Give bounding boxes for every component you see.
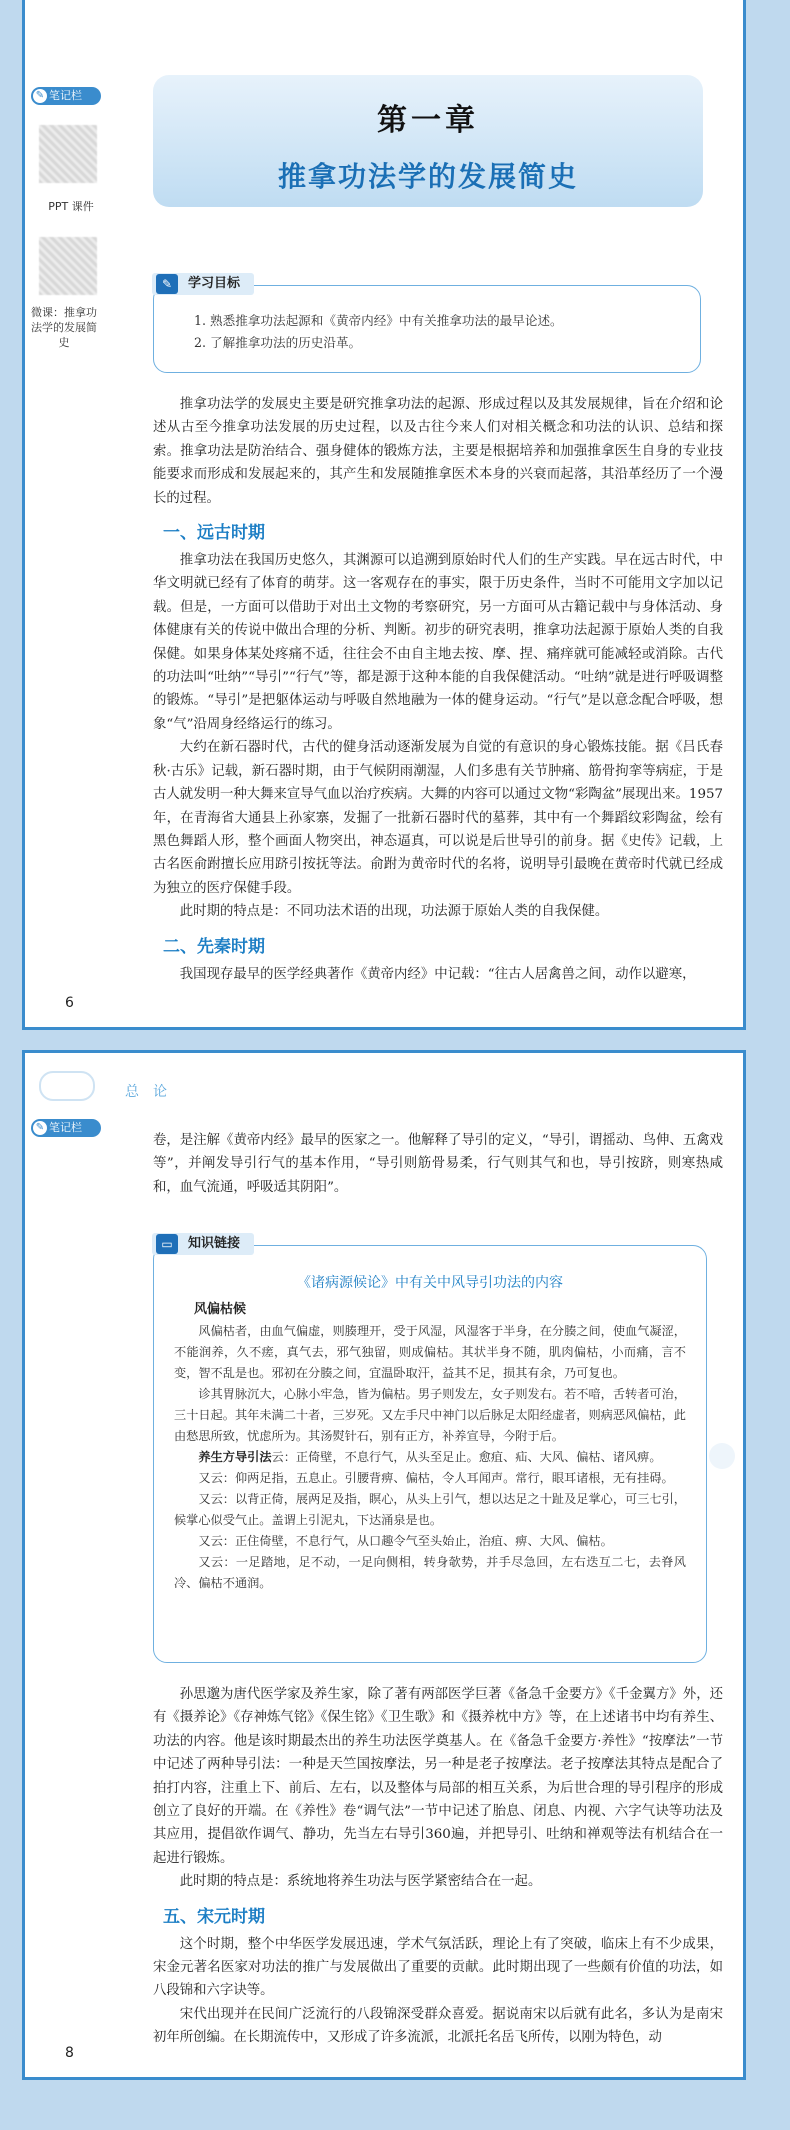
intro-paragraph: 推拿功法学的发展史主要是研究推拿功法的起源、形成过程以及其发展规律，旨在介绍和论述从古至今推拿功法发展的历史过程，以及古往今来人们对相关概念和功法的认识、总结和探索。推拿功法是防治结合、强身健体的锻炼方法，主要是根据培养和加强推拿医生自身的专业技能要求而形成和发展起来的，其产生和发展随推拿医术本身的兴衰而起落，其沿革经历了一个漫长的过程。 <box>153 397 723 506</box>
lead-paragraph: 卷，是注解《黄帝内经》最早的医家之一。他解释了导引的定义，“导引，谓摇动、鸟伸、五禽戏等”，并阐发导引行气的基本作用，“导引则筋骨易柔，行气则其气和也，导引按跻，则寒热咸和，血气流通，呼吸适其阴阳”。 <box>153 1133 723 1195</box>
running-header: 总论 <box>125 1084 181 1100</box>
learning-goals-header <box>152 272 254 296</box>
knowledge-link-header <box>152 1232 254 1256</box>
method-label: 养生方导引法 <box>198 1450 272 1464</box>
ppt-qr-label: PPT 课件 <box>48 200 94 213</box>
method-text: 云：正倚壁，不息行气，从头至足止。愈疽、疝、大风、偏枯、诸风痹。 <box>271 1450 662 1464</box>
link-paragraph: 又云：仰两足指，五息止。引腰背痹、偏枯，令人耳闻声。常行，眼耳诸根，无有挂碍。 <box>198 1471 674 1485</box>
knowledge-link-box <box>153 1236 707 1663</box>
paragraph: 这个时期，整个中华医学发展迅速，学术气氛活跃，理论上有了突破，临床上有不少成果，宋金元著名医家对功法的推广与发展做出了重要的贡献。此时期出现了一些颇有价值的功法，如八段锦和六字诀等。 <box>153 1936 723 1999</box>
section-title-preqin: 二、先秦时期 <box>163 936 265 957</box>
knowledge-link-title: 《诸病源候论》中有关中风导引功法的内容 <box>297 1275 563 1291</box>
link-paragraph: 又云：一足踏地，足不动，一足向侧相，转身欹势，并手尽急回，左右迭互二七，去脊风冷、偏枯不通润。 <box>174 1555 686 1590</box>
ppt-qr-code[interactable] <box>39 125 97 183</box>
chapter-title: 推拿功法学的发展简史 <box>277 160 578 193</box>
page-8 <box>22 1050 746 2080</box>
paragraph: 此时期的特点是：不同功法术语的出现，功法源于原始人类的自我保健。 <box>179 904 609 920</box>
link-paragraph: 诊其胃脉沉大，心脉小牢急，皆为偏枯。男子则发左，女子则发右。若不喑，舌转者可治，三十日起。其年未满二十者，三岁死。又左手尺中神门以后脉足太阳经虚者，则病恶风偏枯，此由愁思所致，忧虑所为。其汤熨针石，别有正方，补养宣导，今附于后。 <box>174 1387 686 1443</box>
note-column-label: 笔记栏 <box>49 89 82 102</box>
page-6 <box>22 0 746 1030</box>
learning-goals-heading: 学习目标 <box>188 276 241 291</box>
goal-item: 2. 了解推拿功法的历史沿革。 <box>194 335 362 350</box>
note-column-tab <box>31 1119 101 1137</box>
page-number: 6 <box>65 995 74 1011</box>
chapter-number: 第一章 <box>377 103 479 138</box>
page8-body <box>153 1683 723 2050</box>
link-paragraph: 风偏枯者，由血气偏虚，则腠理开，受于风湿，风湿客于半身，在分腠之间，使血气凝涩，不能润养，久不瘥，真气去，邪气独留，则成偏枯。其状半身不随，肌肉偏枯，小而痛，言不变，智不乱是也。邪初在分腠之间，宜温卧取汗，益其不足，损其有余，乃可复也。 <box>174 1324 686 1380</box>
note-icon: ✎ <box>33 1121 47 1135</box>
knowledge-link-heading: 知识链接 <box>188 1236 241 1251</box>
paragraph: 宋代出现并在民间广泛流行的八段锦深受群众喜爱。据说南宋以后就有此名，多认为是南宋初年所创编。在长期流传中，又形成了许多流派，北派托名岳飞所传，以刚为特色，动 <box>153 2006 723 2046</box>
microlesson-qr-code[interactable] <box>39 237 97 295</box>
cloud-decoration-icon <box>39 1071 95 1101</box>
microlesson-qr-label: 微课：推拿功法学的发展简史 <box>31 306 97 349</box>
page8-lead <box>153 1129 723 1199</box>
pencil-icon: ✎ <box>156 274 178 294</box>
learning-goals-box <box>153 276 701 373</box>
section-title-song-yuan: 五、宋元时期 <box>163 1906 265 1927</box>
chapter-banner <box>153 75 703 207</box>
link-paragraph: 又云：以背正倚，展两足及指，瞑心，从头上引气，想以达足之十趾及足掌心，可三七引，候掌心似受气止。盖谓上引泥丸，下达涌泉是也。 <box>174 1492 686 1527</box>
section-title-ancient: 一、远古时期 <box>163 523 265 544</box>
knowledge-link-subtitle: 风偏枯候 <box>194 1302 247 1317</box>
note-column-tab <box>31 87 101 105</box>
circle-decoration-icon <box>709 1443 735 1469</box>
paragraph: 大约在新石器时代，古代的健身活动逐渐发展为自觉的有意识的身心锻炼技能。据《吕氏春秋·古乐》记载，新石器时期，由于气候阴雨潮湿，人们多患有关节肿痛、筋骨拘挛等病症，于是古人就发明一种大舞来宣导气血以治疗疾病。大舞的内容可以通过文物“彩陶盆”展现出来。1957年，在青海省大通县上孙家寨，发掘了一批新石器时代的墓葬，其中有一个舞蹈纹彩陶盆，绘有黑色舞蹈人形，整个画面人物突出，神态逼真，可以说是后世导引的前身。据《史传》记载，上古名医俞跗擅长应用跻引按抚等法。俞跗为黄帝时代的名将，说明导引最晚在黄帝时代就已经成为独立的医疗保健手段。 <box>153 740 724 896</box>
monitor-icon: ▭ <box>156 1234 178 1254</box>
goal-item: 1. 熟悉推拿功法起源和《黄帝内经》中有关推拿功法的最早论述。 <box>194 313 563 328</box>
page6-body <box>153 393 723 986</box>
note-column-label: 笔记栏 <box>49 1121 82 1134</box>
link-paragraph: 又云：正住倚壁，不息行气，从口趣令气至头始止，治疽、痹、大风、偏枯。 <box>198 1534 613 1548</box>
paragraph: 此时期的特点是：系统地将养生功法与医学紧密结合在一起。 <box>179 1874 542 1890</box>
paragraph: 我国现存最早的医学经典著作《黄帝内经》中记载：“往古人居禽兽之间，动作以避寒， <box>179 966 696 982</box>
paragraph: 孙思邈为唐代医学家及养生家，除了著有两部医学巨著《备急千金要方》《千金翼方》外，还有《摄养论》《存神炼气铭》《保生铭》《卫生歌》和《摄养枕中方》等，在上述诸书中均有养生、功法的内容。他是该时期最杰出的养生功法医学奠基人。在《备急千金要方·养性》“按摩法”一节中记述了两种导引法：一种是天竺国按摩法，另一种是老子按摩法。老子按摩法其特点是配合了拍打内容，注重上下、前后、左右，以及整体与局部的相互关系，为后世合理的导引程序的形成创立了良好的开端。在《养性》卷“调气法”一节中记述了胎息、闭息、内视、六字气诀等功法及其应用，提倡欲作调气、静功，先当左右导引360遍，并把导引、吐纳和禅观等法有机结合在一起进行锻炼。 <box>153 1687 723 1866</box>
page-number: 8 <box>65 2045 74 2061</box>
note-icon: ✎ <box>33 89 47 103</box>
paragraph: 推拿功法在我国历史悠久，其渊源可以追溯到原始时代人们的生产实践。早在远古时代，中华文明就已经有了体育的萌芽。这一客观存在的事实，限于历史条件，当时不可能用文字加以记载。但是，一方面可以借助于对出土文物的考察研究，另一方面可从古籍记载中与身体活动、身体健康有关的传说中做出合理的分析、判断。初步的研究表明，推拿功法起源于原始人类的自我保健。如果身体某处疼痛不适，往往会不由自主地去按、摩、捏、痛痒就可能减轻或消除。古代的功法叫“吐纳”“导引”“行气”等，都是源于这种本能的自我保健活动。“吐纳”就是进行呼吸调整的锻炼。“导引”是把躯体运动与呼吸自然地融为一体的健身运动。“行气”是以意念配合呼吸，想象“气”沿周身经络运行的练习。 <box>153 553 723 732</box>
